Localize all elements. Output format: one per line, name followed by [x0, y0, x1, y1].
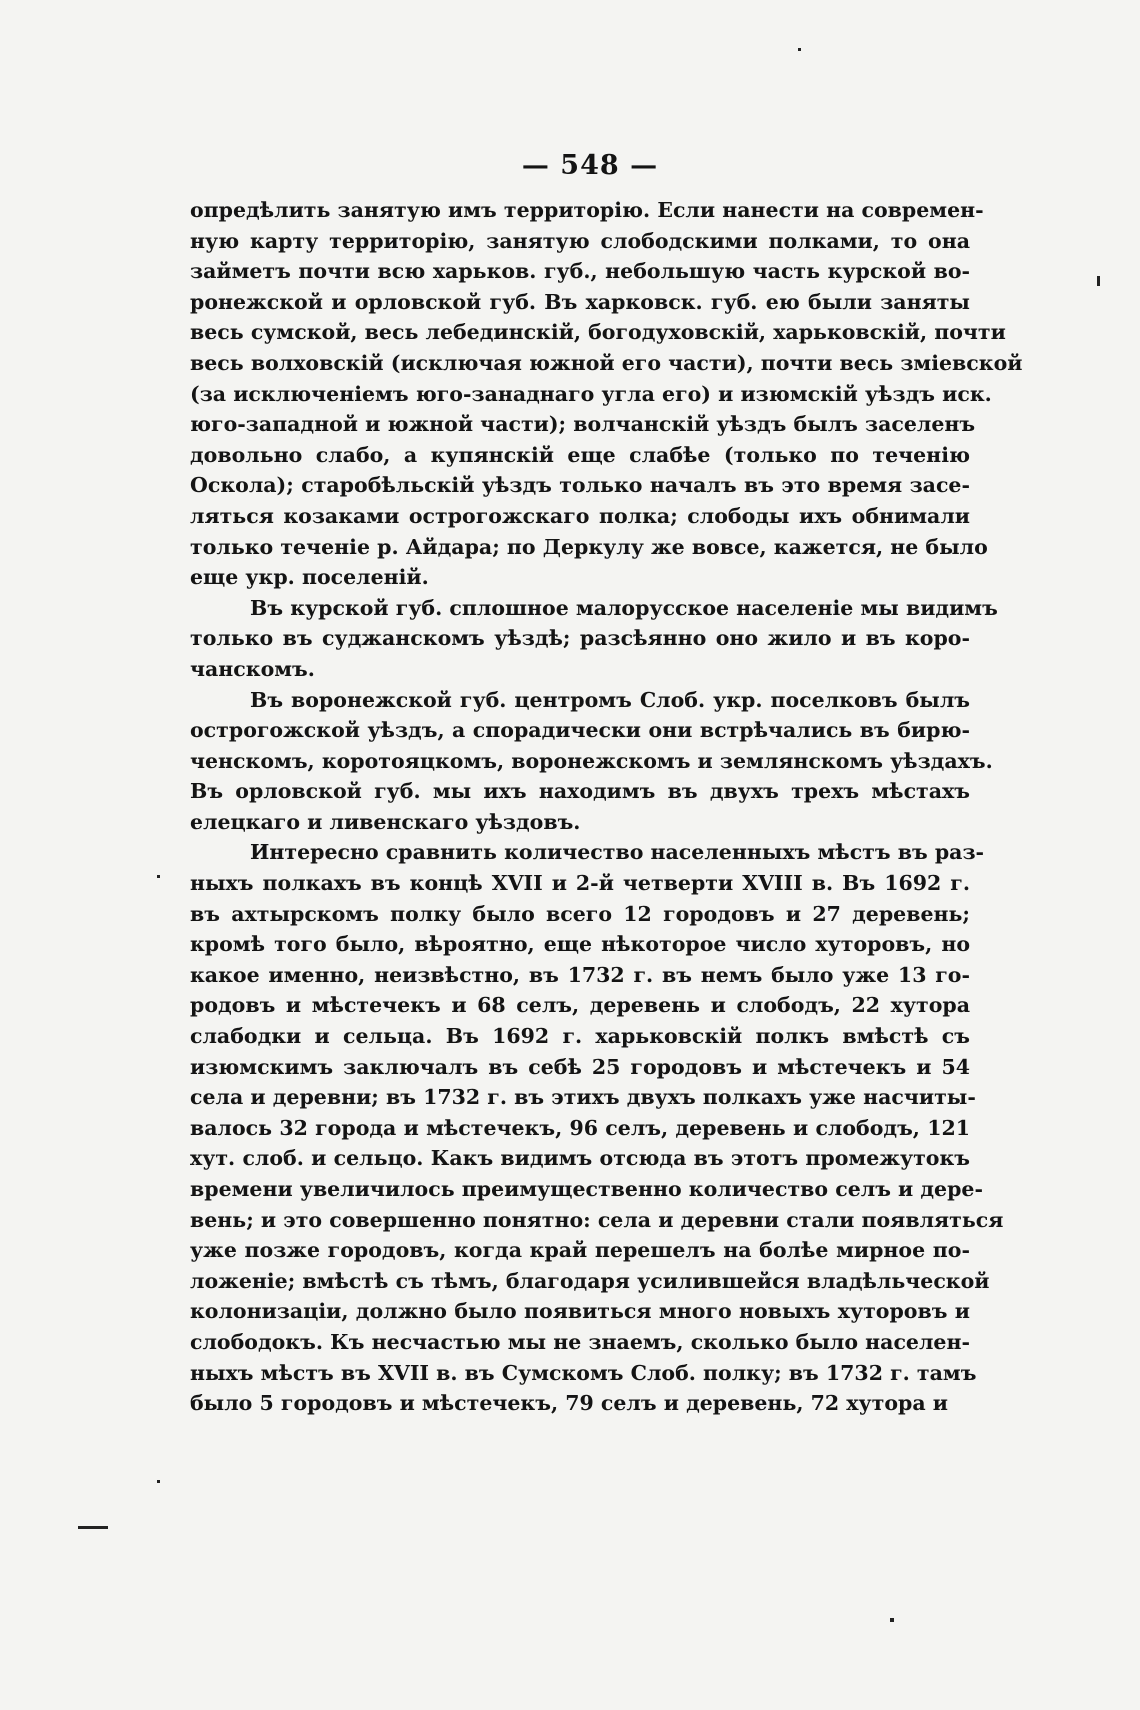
text-line: хут. слоб. и сельцо. Какъ видимъ отсюда въ этотъ промежутокъ: [190, 1146, 970, 1171]
text-line: села и деревни; въ 1732 г. въ этихъ двухъ полкахъ уже насчиты-: [190, 1085, 976, 1110]
text-line: было 5 городовъ и мѣстечекъ, 79 селъ и деревень, 72 хутора и: [190, 1391, 948, 1416]
text-line: ронежской и орловской губ. Въ харковск. губ. ею были заняты: [190, 289, 970, 314]
text-line: весь сумской, весь лебединскій, богодуховскій, харьковскій, почти: [190, 320, 1006, 345]
scan-speck: [157, 875, 160, 878]
text-line: колонизаціи, должно было появиться много новыхъ хуторовъ и: [190, 1299, 970, 1324]
text-line: валось 32 города и мѣстечекъ, 96 селъ, деревень и слободъ, 121: [190, 1115, 970, 1140]
text-line: изюмскимъ заключалъ въ себѣ 25 городовъ и мѣстечекъ и 54: [190, 1054, 970, 1079]
page-number: — 548 —: [521, 150, 659, 181]
paragraph: [190, 837, 1004, 1418]
paragraph: [190, 685, 993, 838]
text-line: ныхъ полкахъ въ концѣ XVII и 2-й четверти XVIII в. Въ 1692 г.: [190, 871, 970, 896]
scan-mark-line: [78, 1526, 108, 1529]
text-line: ляться козаками острогожскаго полка; слободы ихъ обнимали: [190, 503, 970, 528]
text-line: Оскола); старобѣльскій уѣздъ только началъ въ это время засе-: [190, 473, 970, 498]
text-line: чанскомъ.: [190, 656, 315, 681]
text-line: въ ахтырскомъ полку было всего 12 городовъ и 27 деревень;: [190, 901, 970, 926]
paragraph: [190, 593, 998, 685]
body-text: [190, 195, 1023, 1419]
text-line: слободокъ. Къ несчастью мы не знаемъ, сколько было населен-: [190, 1329, 970, 1354]
text-line: юго-западной и южной части); волчанскій уѣздъ былъ заселенъ: [190, 412, 976, 437]
text-line: только въ суджанскомъ уѣздѣ; разсѣянно оно жило и въ коро-: [190, 626, 970, 651]
text-line: ложеніе; вмѣстѣ съ тѣмъ, благодаря усилившейся владѣльческой: [190, 1268, 990, 1293]
text-line: уже позже городовъ, когда край перешелъ на болѣе мирное по-: [190, 1238, 970, 1263]
text-line: ную карту территорію, занятую слободскими полками, то она: [190, 228, 970, 253]
text-line: только теченіе р. Айдара; по Деркулу же вовсе, кажется, не было: [190, 534, 988, 559]
scan-speck: [890, 1618, 894, 1622]
text-line: (за исключеніемъ юго-занаднаго угла его) и изюмскій уѣздъ иск.: [190, 381, 992, 406]
text-line: времени увеличилось преимущественно количество селъ и дере-: [190, 1177, 983, 1201]
text-line: ныхъ мѣстъ въ XVII в. въ Сумскомъ Слоб. полку; въ 1732 г. тамъ: [190, 1360, 977, 1385]
text-line: Интересно сравнить количество населенныхъ мѣстъ въ раз-: [250, 840, 985, 865]
text-line: острогожской уѣздъ, а спорадически они встрѣчались въ бирю-: [190, 718, 970, 743]
scan-speck: [157, 1480, 160, 1483]
text-line: ченскомъ, коротояцкомъ, воронежскомъ и землянскомъ уѣздахъ.: [190, 748, 993, 773]
text-line: Въ курской губ. сплошное малорусское населеніе мы видимъ: [250, 595, 998, 620]
scan-speck: [1097, 276, 1100, 286]
text-line: вень; и это совершенно понятно: села и деревни стали появляться: [190, 1207, 1004, 1232]
book-page: [190, 150, 1023, 1419]
text-line: займетъ почти всю харьков. губ., небольшую часть курской во-: [190, 259, 970, 284]
text-line: весь волховскій (исключая южной его части), почти весь зміевской: [190, 350, 1023, 375]
text-line: довольно слабо, а купянскій еще слабѣе (только по теченію: [190, 442, 970, 467]
text-line: Въ орловской губ. мы ихъ находимъ въ двухъ трехъ мѣстахъ: [190, 779, 970, 804]
paragraph: [190, 195, 1023, 593]
text-line: еще укр. поселеній.: [190, 565, 429, 590]
text-line: слабодки и сельца. Въ 1692 г. харьковскій полкъ вмѣстѣ съ: [190, 1024, 970, 1049]
text-line: Въ воронежской губ. центромъ Слоб. укр. поселковъ былъ: [250, 687, 970, 712]
text-line: какое именно, неизвѣстно, въ 1732 г. въ немъ было уже 13 го-: [190, 962, 970, 987]
text-line: кромѣ того было, вѣроятно, еще нѣкоторое число хуторовъ, но: [190, 932, 970, 957]
scan-speck: [798, 48, 801, 51]
text-line: родовъ и мѣстечекъ и 68 селъ, деревень и слободъ, 22 хутора: [190, 993, 970, 1018]
text-line: елецкаго и ливенскаго уѣздовъ.: [190, 809, 581, 834]
text-line: опредѣлить занятую имъ территорію. Если нанести на современ-: [190, 198, 984, 222]
